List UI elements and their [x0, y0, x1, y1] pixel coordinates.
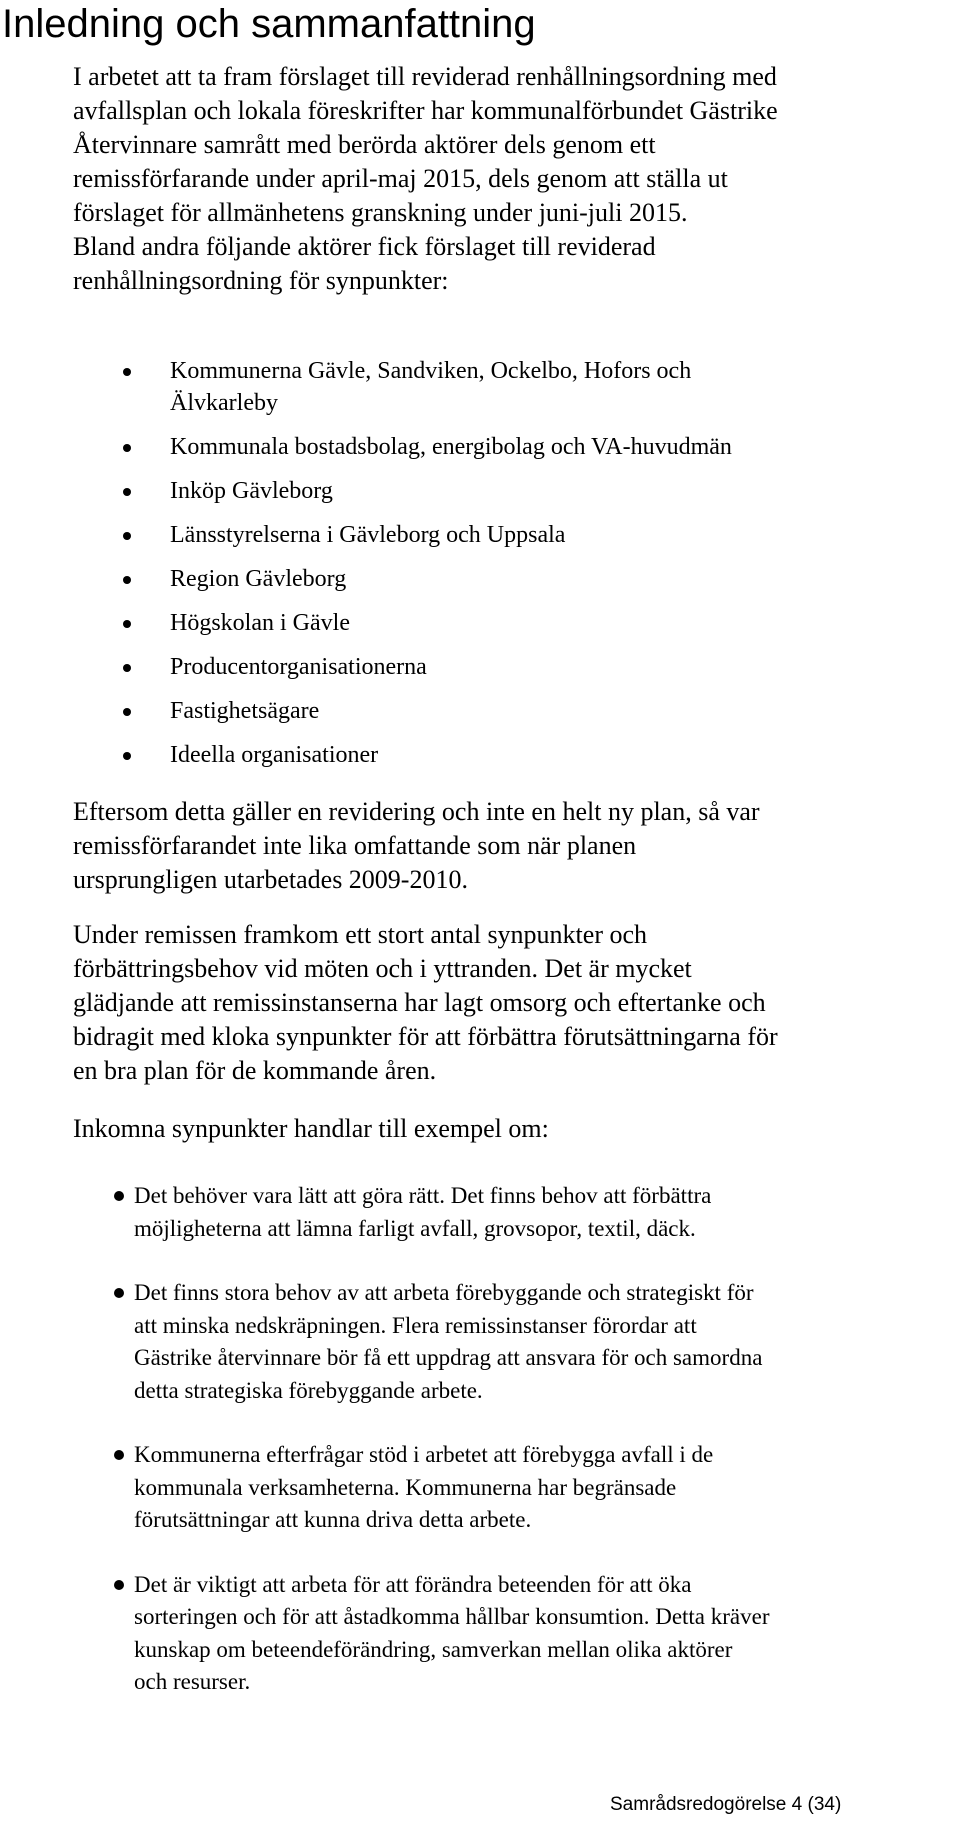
- list-item: [110, 1569, 950, 1699]
- bullet-icon: [123, 576, 131, 584]
- list-item-text: Kommunala bostadsbolag, energibolag och VA-huvudmän: [170, 434, 732, 460]
- list-item-text: Det finns stora behov av att arbeta förebyggande och strategiskt för att minska nedskräpningen. Flera remissinstanser förordar att Gästrike återvinnare bör få ett uppdrag att ansvara för och samordna detta strategiska förebyggande arbete.: [134, 1280, 763, 1403]
- bullet-icon: [114, 1288, 124, 1298]
- list-item: [73, 607, 933, 639]
- list-item-text: Producentorganisationerna: [170, 654, 427, 680]
- list-item-text: Det behöver vara lätt att göra rätt. Det finns behov att förbättra möjligheterna att lämna farligt avfall, grovsopor, textil, däck.: [134, 1183, 712, 1241]
- list-item-text: Inköp Gävleborg: [170, 478, 333, 504]
- feedback-paragraph: Under remissen framkom ett stort antal synpunkter och förbättringsbehov vid möten och i yttranden. Det är mycket glädjande att remissinstanserna har lagt omsorg och eftertanke och bidragit med kloka synpunkter för att förbättra förutsättningarna för en bra plan för de kommande åren.: [73, 920, 778, 1085]
- list-item: [73, 431, 933, 463]
- actors-intro-paragraph: Bland andra följande aktörer fick förslaget till reviderad renhållningsordning för synpunkter:: [73, 232, 656, 295]
- list-item: [73, 355, 933, 419]
- bullet-icon: [114, 1580, 124, 1590]
- list-item: [110, 1180, 950, 1245]
- list-item: [73, 563, 933, 595]
- examples-intro-paragraph: Inkomna synpunkter handlar till exempel om:: [73, 1114, 549, 1143]
- bullet-icon: [123, 752, 131, 760]
- bullet-icon: [123, 620, 131, 628]
- list-item: [73, 651, 933, 683]
- bullet-icon: [123, 488, 131, 496]
- list-item-text: Kommunerna Gävle, Sandviken, Ockelbo, Hofors och Älvkarleby: [170, 358, 692, 416]
- list-item: [73, 475, 933, 507]
- bullet-icon: [123, 532, 131, 540]
- list-item-text: Kommunerna efterfrågar stöd i arbetet att förebygga avfall i de kommunala verksamheterna. Kommunerna har begränsade förutsättningar att kunna driva detta arbete.: [134, 1442, 714, 1532]
- list-item-text: Ideella organisationer: [170, 742, 379, 768]
- examples-list: [110, 1180, 950, 1731]
- bullet-icon: [123, 444, 131, 452]
- bullet-icon: [123, 708, 131, 716]
- list-item-text: Det är viktigt att arbeta för att förändra beteenden för att öka sorteringen och för att åstadkomma hållbar konsumtion. Detta kräver kunskap om beteendeförändring, samverkan mellan olika aktörer och resurser.: [134, 1571, 770, 1694]
- list-item: [73, 695, 933, 727]
- list-item-text: Högskolan i Gävle: [170, 610, 350, 636]
- list-item: [73, 739, 933, 771]
- bullet-icon: [114, 1191, 124, 1201]
- list-item: [110, 1439, 950, 1537]
- page-title: Inledning och sammanfattning: [2, 2, 536, 46]
- page-footer: Samrådsredogörelse 4 (34): [610, 1794, 842, 1815]
- list-item-text: Länsstyrelserna i Gävleborg och Uppsala: [170, 522, 566, 548]
- list-item: [73, 519, 933, 551]
- list-item-text: Fastighetsägare: [170, 698, 320, 724]
- intro-paragraph: I arbetet att ta fram förslaget till reviderad renhållningsordning med avfallsplan och lokala föreskrifter har kommunalförbundet Gästrike Återvinnare samrått med berörda aktörer dels genom ett remissförfarande under april-maj 2015, dels genom att ställa ut förslaget för allmänhetens granskning under juni-juli 2015.: [73, 62, 778, 227]
- list-item-text: Region Gävleborg: [170, 566, 347, 592]
- bullet-icon: [123, 664, 131, 672]
- bullet-icon: [114, 1450, 124, 1460]
- revision-paragraph: Eftersom detta gäller en revidering och inte en helt ny plan, så var remissförfarandet inte lika omfattande som när planen ursprungligen utarbetades 2009-2010.: [73, 797, 760, 894]
- list-item: [110, 1277, 950, 1407]
- actors-list: [73, 355, 933, 783]
- bullet-icon: [123, 368, 131, 376]
